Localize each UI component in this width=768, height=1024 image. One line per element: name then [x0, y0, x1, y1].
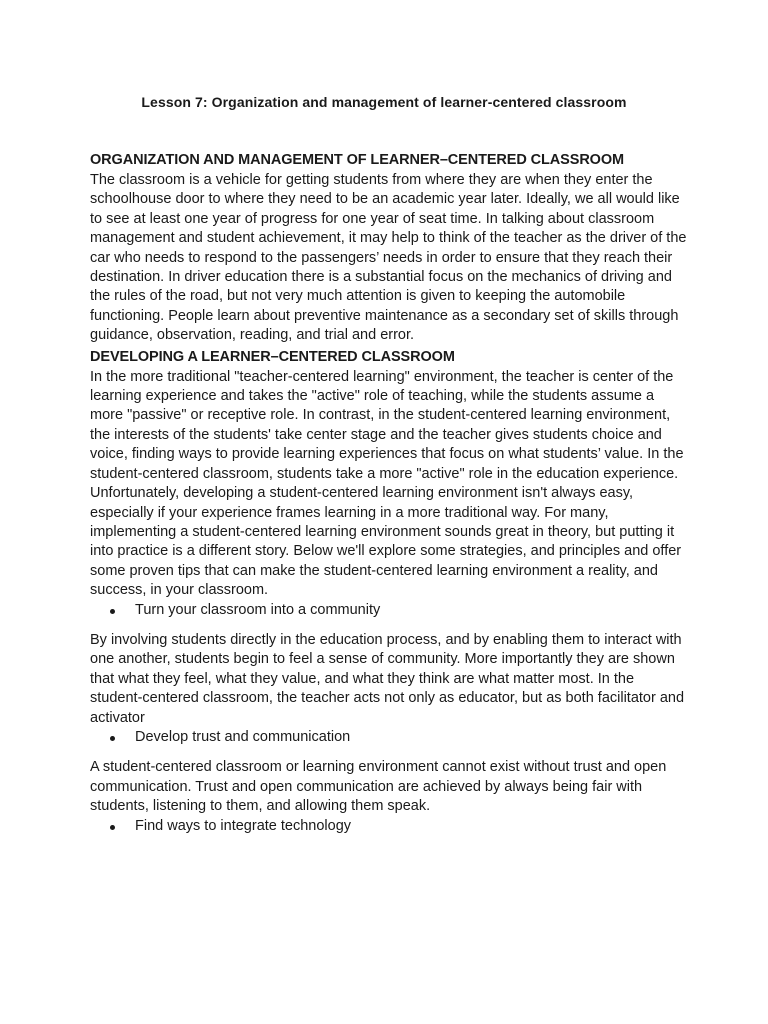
bullet-icon — [110, 825, 115, 830]
paragraph-trust: A student-centered classroom or learning environment cannot exist without trust and open communication. Trust and open communication are achieved by always being fair with students, listening to them, and allowing them speak. — [90, 759, 667, 815]
bullet-icon — [110, 609, 115, 614]
bullet-text: Turn your classroom into a community — [135, 601, 381, 618]
section-heading-organization: ORGANIZATION AND MANAGEMENT OF LEARNER–CENTERED CLASSROOM — [90, 152, 625, 168]
document-body — [90, 149, 690, 836]
paragraph-community: By involving students directly in the education process, and by enabling them to interact with one another, students begin to feel a sense of community. More importantly they are shown that what they feel, what they value, and what they think are what matter most. In the student-centered classroom, the teacher acts not only as educator, but as both facilitator and activator — [90, 631, 685, 726]
bullet-item-trust — [90, 728, 690, 747]
paragraph-teacher-centered: In the more traditional "teacher-centered learning" environment, the teacher is center of the learning experience and takes the "active" role of teaching, while the students assume a more "passive" or receptive role. In contrast, in the student-centered learning environment, the interests of the students' take center stage and the teacher gives students choice and voice, finding ways to provide learning experiences that focus on what students’ value. In the student-centered classroom, students take a more "active" role in the education experience. — [90, 368, 684, 482]
bullet-icon — [110, 736, 115, 741]
bullet-text: Find ways to integrate technology — [135, 817, 352, 834]
bullet-text: Develop trust and communication — [135, 728, 351, 745]
section-heading-developing: DEVELOPING A LEARNER–CENTERED CLASSROOM — [90, 348, 455, 365]
bullet-item-technology — [90, 817, 690, 836]
lesson-title: Lesson 7: Organization and management of learner-centered classroom — [141, 94, 627, 110]
paragraph-classroom-vehicle: The classroom is a vehicle for getting students from where they are when they enter the schoolhouse door to where they need to be an academic year later. Ideally, we all would like to see at least one year of progress for one year of seat time. In talking about classroom management and student achievement, it may help to think of the teacher as the driver of the car who needs to respond to the passengers’ needs in order to ensure that they reach their destination. In driver education there is a substantial focus on the mechanics of driving and the rules of the road, but not very much attention is given to keeping the automobile functioning. People learn about preventive maintenance as a secondary set of skills through guidance, observation, reading, and trial and error. — [90, 172, 687, 344]
bullet-item-community — [90, 601, 690, 620]
paragraph-unfortunately: Unfortunately, developing a student-centered learning environment isn't always easy, especially if your experience frames learning in a more traditional way. For many, implementing a student-centered learning environment sounds great in theory, but putting it into practice is a different story. Below we'll explore some strategies, and principles and offer some proven tips that can make the student-centered learning environment a reality, and success, in your classroom. — [90, 485, 682, 599]
